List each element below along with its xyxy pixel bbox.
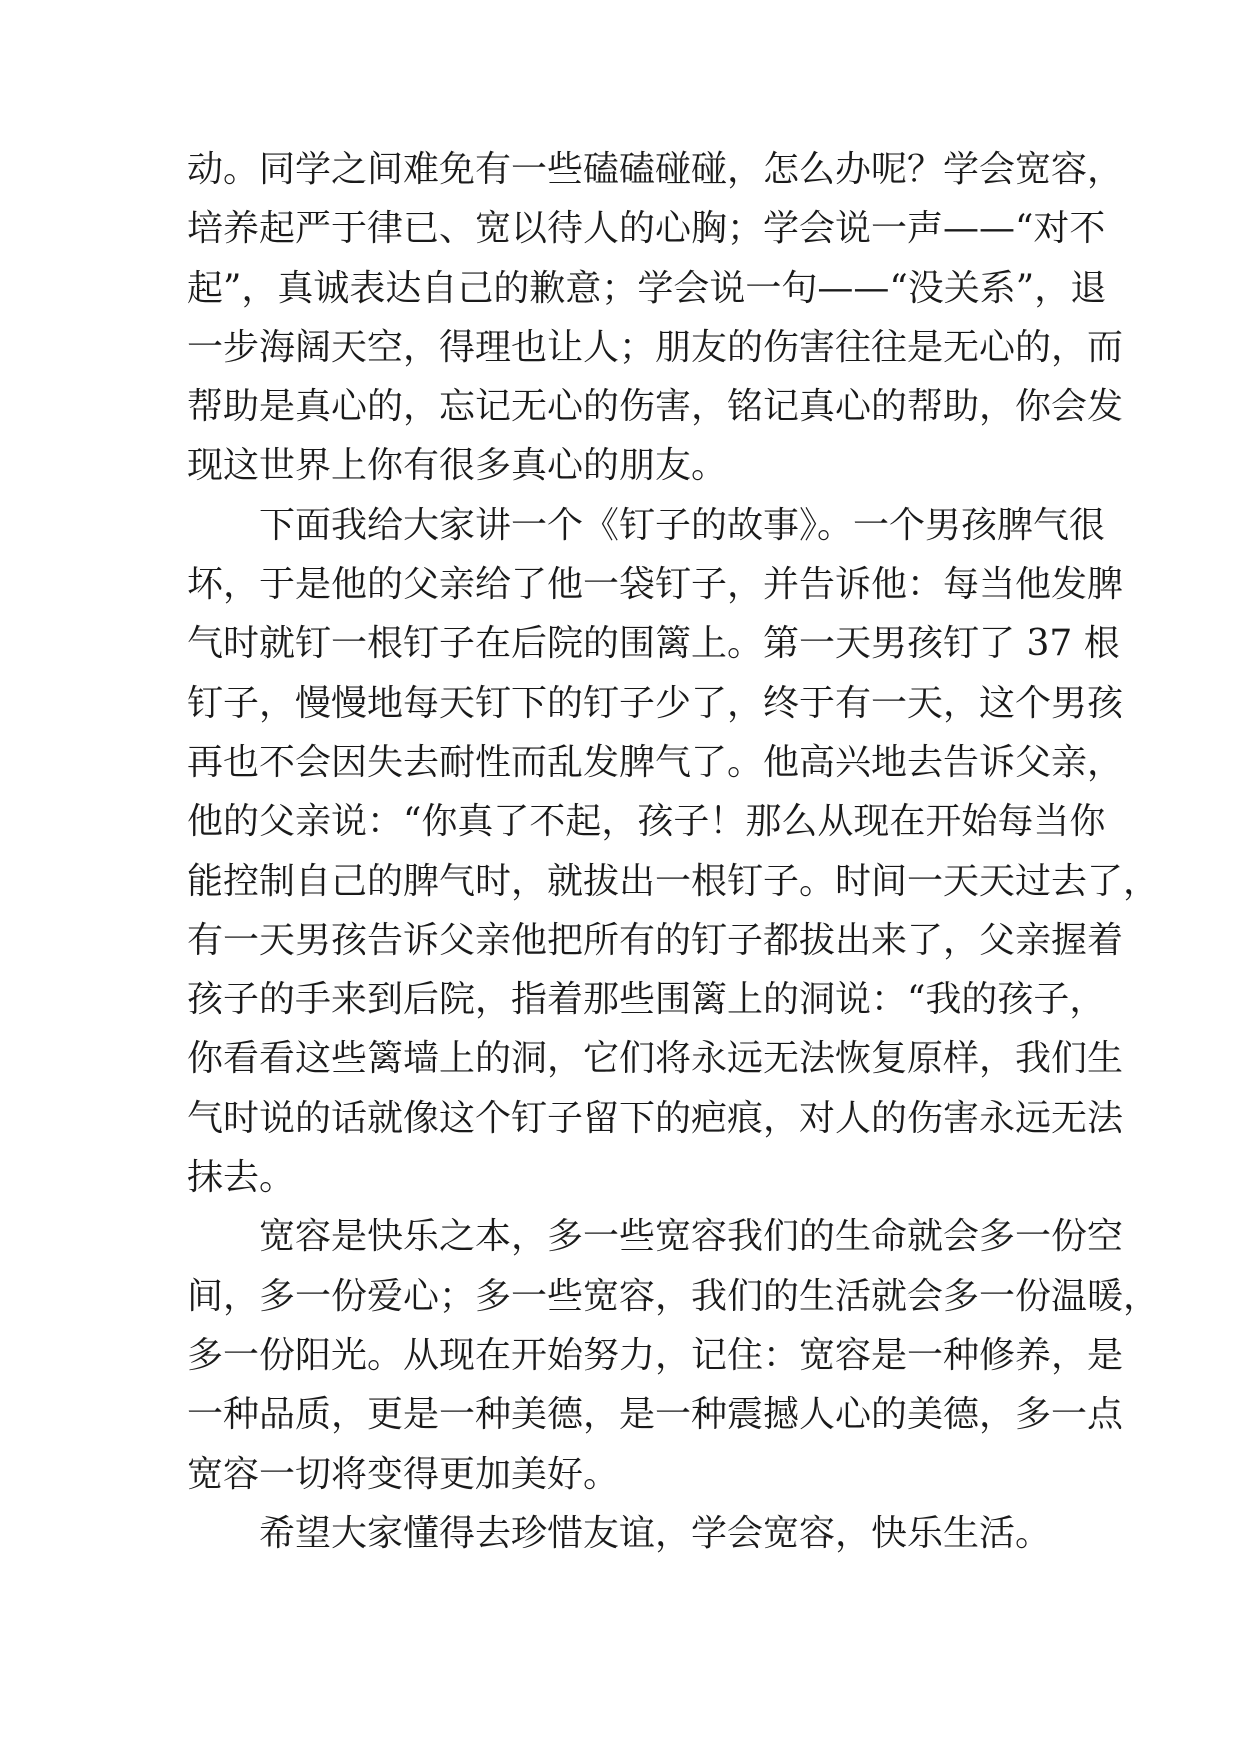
text-line: 抹去。	[187, 1157, 296, 1199]
text-line: 一种品质，更是一种美德，是一种震撼人心的美德，多一点	[187, 1394, 1124, 1436]
document-body	[187, 140, 1160, 1563]
text-line: 孩子的手来到后院，指着那些围篱上的洞说：“我的孩子，	[187, 979, 1106, 1021]
text-line: 动。同学之间难免有一些磕磕碰碰，怎么办呢？学会宽容，	[187, 149, 1124, 190]
text-line: 能控制自己的脾气时，就拔出一根钉子。时间一天天过去了，	[187, 860, 1160, 902]
text-line: 你看看这些篱墙上的洞，它们将永远无法恢复原样，我们生	[187, 1038, 1124, 1080]
text-line: 一步海阔天空，得理也让人；朋友的伤害往往是无心的，而	[187, 326, 1124, 368]
text-line: 有一天男孩告诉父亲他把所有的钉子都拔出来了，父亲握着	[187, 919, 1124, 961]
text-line: 宽容是快乐之本，多一些宽容我们的生命就会多一份空	[259, 1216, 1124, 1258]
paragraph	[187, 496, 1160, 1208]
text-line: 帮助是真心的，忘记无心的伤害，铭记真心的帮助，你会发	[187, 386, 1124, 428]
text-line: 他的父亲说：“你真了不起，孩子！那么从现在开始每当你	[187, 801, 1106, 843]
paragraph	[187, 1207, 1160, 1503]
text-line: 起”，真诚表达自己的歉意；学会说一句——“没关系”，退	[187, 267, 1107, 309]
text-line: 坏，于是他的父亲给了他一袋钉子，并告诉他：每当他发脾	[187, 564, 1124, 606]
text-line: 间，多一份爱心；多一些宽容，我们的生活就会多一份温暖，	[187, 1275, 1160, 1317]
text-line: 气时就钉一根钉子在后院的围篱上。第一天男孩钉了 37 根	[187, 623, 1120, 665]
paragraph	[187, 1504, 1067, 1563]
text-line: 培养起严于律已、宽以待人的心胸；学会说一声——“对不	[187, 208, 1106, 250]
text-line: 钉子，慢慢地每天钉下的钉子少了，终于有一天，这个男孩	[187, 682, 1124, 724]
text-line: 下面我给大家讲一个《钉子的故事》。一个男孩脾气很	[259, 504, 1106, 546]
text-line: 宽容一切将变得更加美好。	[187, 1453, 620, 1495]
text-line: 多一份阳光。从现在开始努力，记住：宽容是一种修养，是	[187, 1334, 1124, 1376]
text-line: 希望大家懂得去珍惜友谊，学会宽容，快乐生活。	[259, 1512, 1052, 1554]
text-line: 再也不会因失去耐性而乱发脾气了。他高兴地去告诉父亲，	[187, 741, 1124, 783]
paragraph	[187, 140, 1124, 496]
text-line: 气时说的话就像这个钉子留下的疤痕，对人的伤害永远无法	[187, 1097, 1124, 1139]
text-line: 现这世界上你有很多真心的朋友。	[187, 445, 728, 487]
